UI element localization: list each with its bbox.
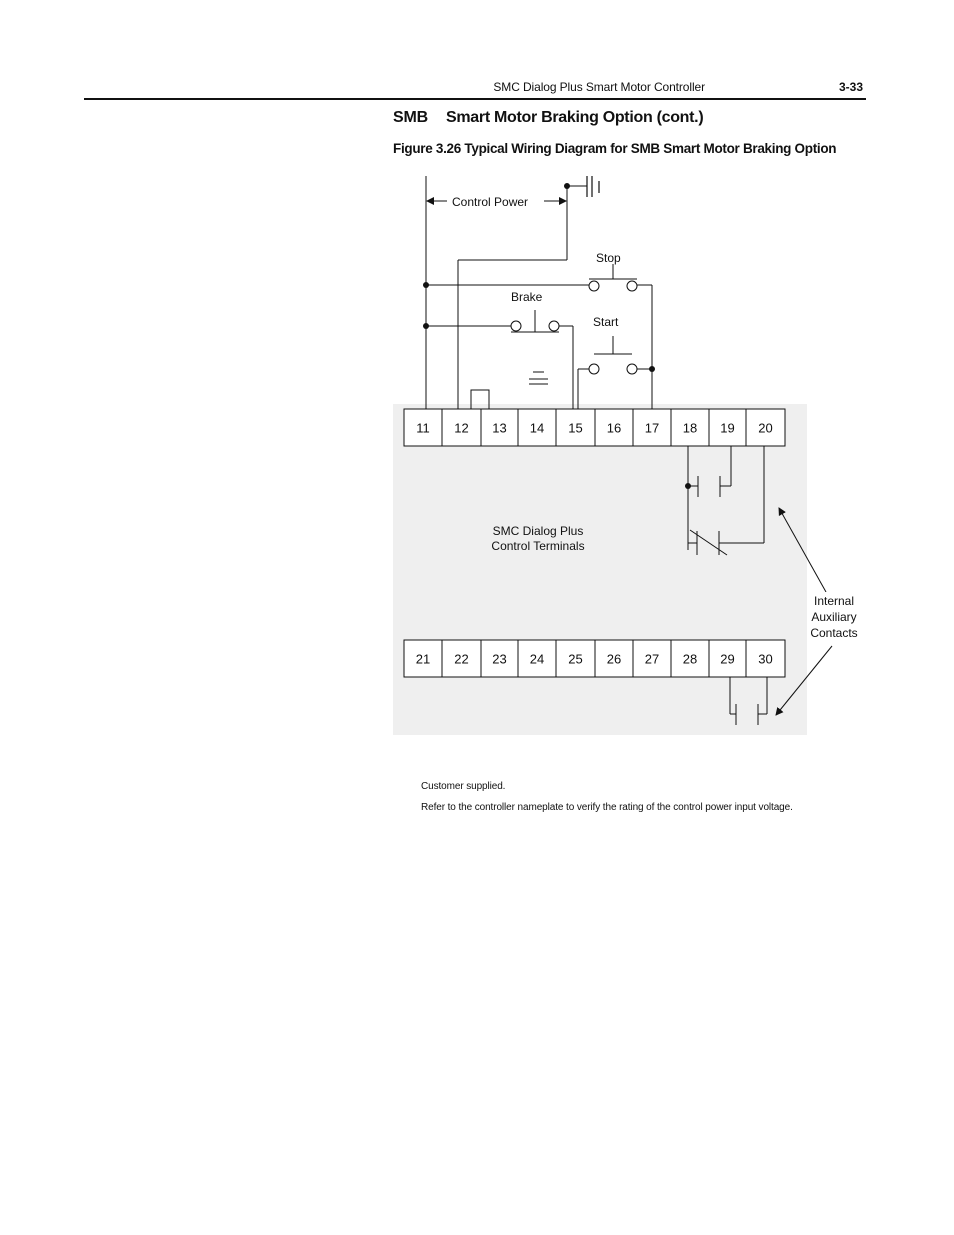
bottom-terminal-label: 24 (529, 651, 545, 667)
figure-caption: Figure 3.26 Typical Wiring Diagram for SMB Smart Motor Braking Option (393, 141, 837, 156)
top-terminal-label: 19 (720, 420, 735, 436)
bottom-terminal-label: 28 (682, 651, 698, 667)
bottom-terminal-label: 29 (720, 651, 735, 667)
top-terminal-label: 12 (454, 420, 469, 436)
control-power-label: Control Power (452, 195, 529, 209)
note-nameplate-rating: Refer to the controller nameplate to verify the rating of the control power input voltage. (421, 802, 793, 813)
top-terminal-label: 11 (416, 420, 430, 436)
aux-label-line1: Internal (813, 594, 855, 608)
top-terminal-label: 17 (644, 420, 660, 436)
running-header-title: SMC Dialog Plus Smart Motor Controller (493, 80, 705, 94)
bottom-terminal-label: 21 (415, 651, 431, 667)
start-label: Start (593, 315, 619, 329)
start-pushbutton-icon (589, 336, 637, 374)
bottom-terminal-label: 22 (454, 651, 469, 667)
bottom-terminal-label: 23 (492, 651, 507, 667)
top-terminal-label: 16 (606, 420, 622, 436)
note-customer-supplied: Customer supplied. (421, 781, 506, 792)
top-terminal-label: 15 (568, 420, 583, 436)
bottom-terminal-label: 25 (568, 651, 583, 667)
top-terminal-label: 20 (758, 420, 773, 436)
aux-contacts-label (808, 592, 860, 640)
top-terminal-strip (404, 409, 785, 446)
bottom-terminal-label: 26 (606, 651, 622, 667)
bottom-terminal-strip (404, 640, 785, 677)
bottom-terminal-label: 27 (644, 651, 660, 667)
section-code: SMB (393, 109, 428, 126)
bottom-terminal-label: 30 (758, 651, 773, 667)
stop-label: Stop (596, 251, 621, 265)
controller-label-line1: SMC Dialog Plus (492, 524, 584, 538)
top-terminal-label: 13 (492, 420, 507, 436)
stop-pushbutton-icon (589, 264, 637, 291)
top-terminal-label: 18 (682, 420, 698, 436)
brake-label: Brake (511, 290, 543, 304)
aux-label-line2: Auxiliary (811, 610, 857, 624)
aux-label-line3: Contacts (810, 626, 858, 640)
control-power-source-icon (587, 176, 599, 197)
top-terminal-label: 14 (529, 420, 545, 436)
page-number: 3-33 (838, 80, 863, 94)
controller-label-line2: Control Terminals (491, 539, 585, 553)
controller-panel (393, 404, 807, 735)
section-title: Smart Motor Braking Option (cont.) (446, 109, 704, 126)
brake-pushbutton-icon (511, 310, 559, 332)
